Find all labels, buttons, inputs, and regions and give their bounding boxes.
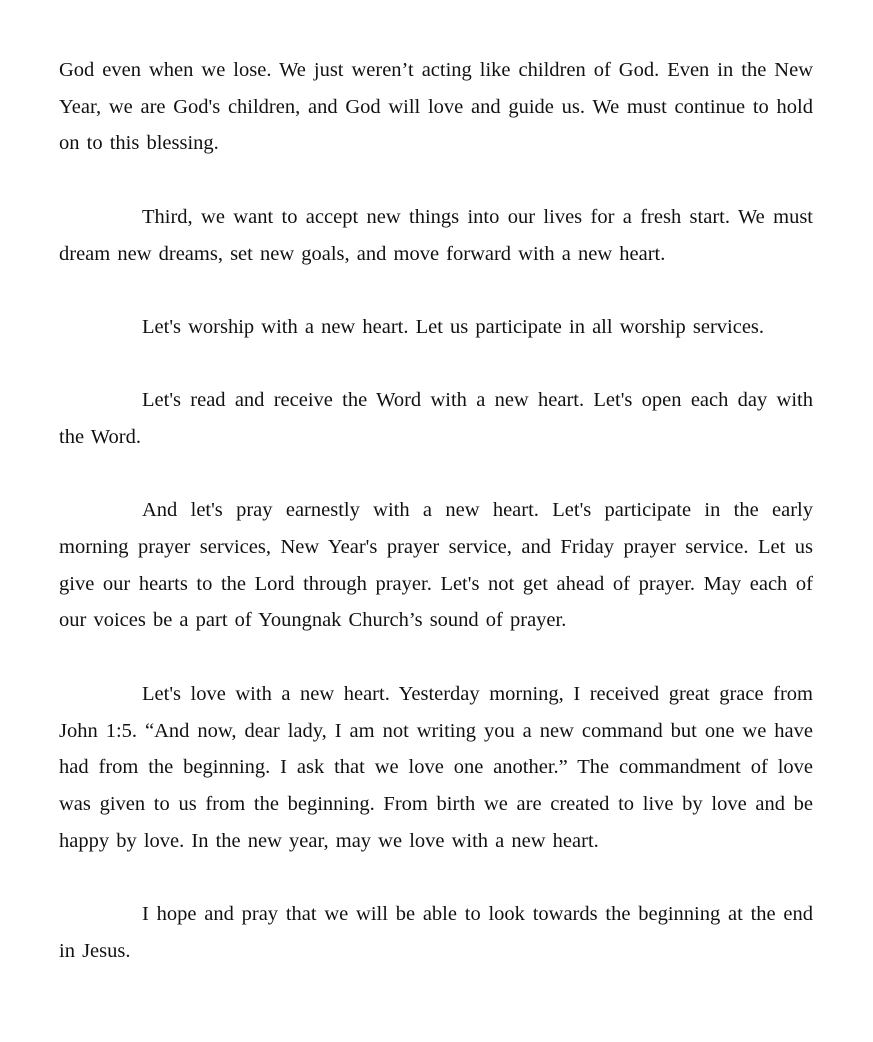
- paragraph-closing: I hope and pray that we will be able to look towards the beginning at the end in Jesus.: [59, 903, 813, 962]
- paragraph-word: Let's read and receive the Word with a new heart. Let's open each day with the Word.: [59, 389, 813, 448]
- paragraph-prayer: And let's pray earnestly with a new heart. Let's participate in the early morning prayer services, New Year's prayer service, and Friday prayer service. Let us give our hearts to the Lord through prayer. Let's not get ahead of prayer. May each of our voices be a part of Youngnak Church’s sound of prayer.: [59, 499, 813, 632]
- document-page: [59, 52, 813, 969]
- paragraph-love: Let's love with a new heart. Yesterday morning, I received great grace from John 1:5. “And now, dear lady, I am not writing you a new command but one we have had from the beginning. I ask that we love one another.” The commandment of love was given to us from the beginning. From birth we are created to live by love and be happy by love. In the new year, may we love with a new heart.: [59, 682, 813, 852]
- paragraph-third-point: Third, we want to accept new things into our lives for a fresh start. We must dream new dreams, set new goals, and move forward with a new heart.: [59, 205, 813, 265]
- paragraph-worship: Let's worship with a new heart. Let us participate in all worship services.: [142, 315, 765, 338]
- paragraph-continuation: God even when we lose. We just weren’t acting like children of God. Even in the New Year, we are God's children, and God will love and guide us. We must continue to hold on to this blessing.: [59, 59, 813, 155]
